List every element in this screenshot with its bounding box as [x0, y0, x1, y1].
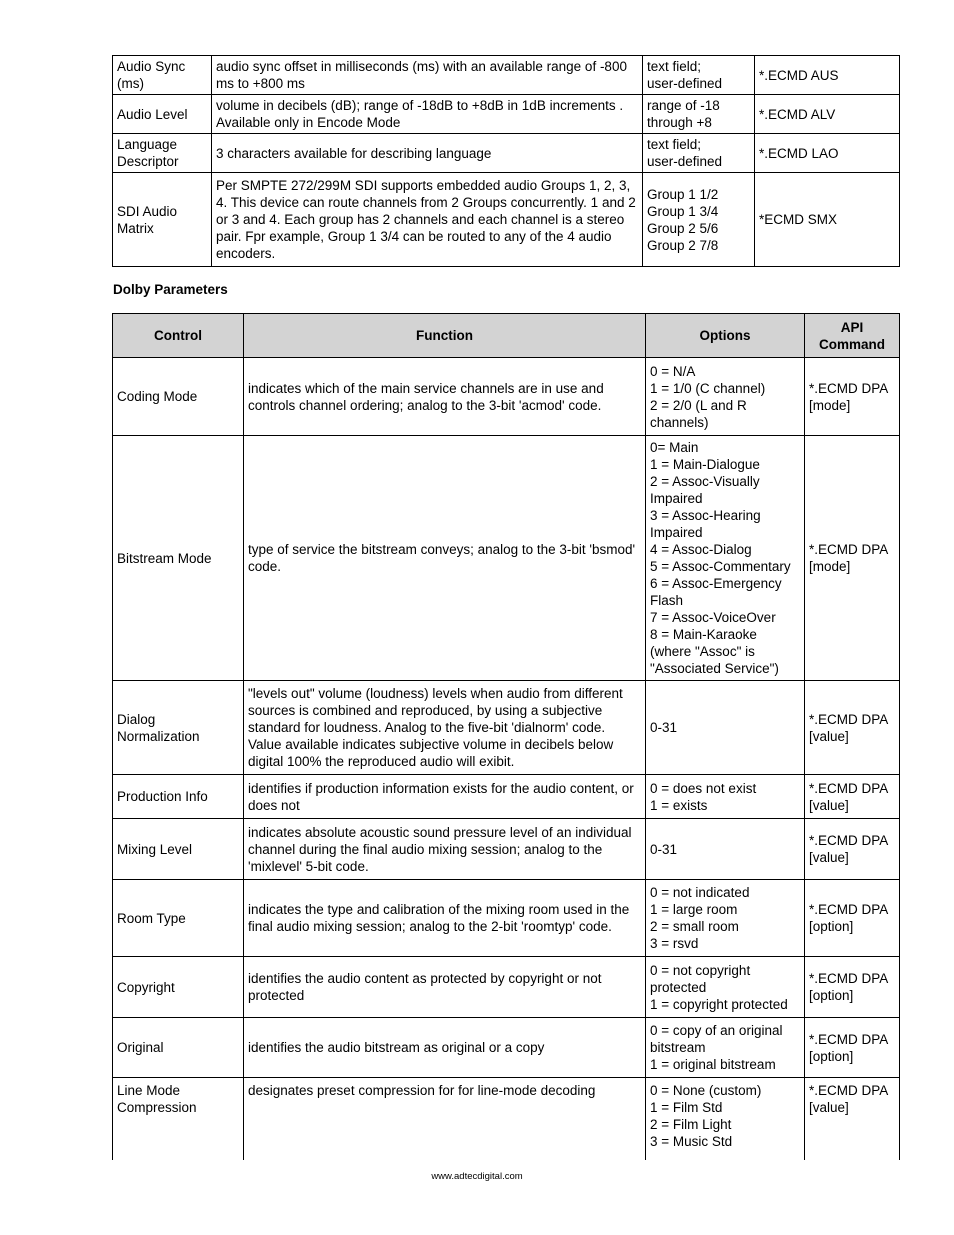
- control-cell: Production Info: [113, 775, 244, 819]
- api-command-cell: *.ECMD DPA [option]: [805, 880, 900, 957]
- api-command-cell: *.ECMD LAO: [755, 134, 900, 173]
- option-line: user-defined: [647, 154, 723, 169]
- control-cell: SDI Audio Matrix: [113, 173, 212, 267]
- table-row: [113, 819, 900, 880]
- header-api-command: API Command: [805, 314, 900, 358]
- control-cell: Audio Level: [113, 95, 212, 134]
- options-cell: [646, 819, 805, 880]
- api-command-cell: *.ECMD AUS: [755, 56, 900, 95]
- api-command-cell: *ECMD SMX: [755, 173, 900, 267]
- function-cell: type of service the bitstream conveys; analog to the 3-bit 'bsmod' code.: [244, 436, 646, 681]
- option-line: 0 = not copyright protected: [650, 962, 751, 995]
- options-cell: [643, 95, 755, 134]
- option-line: Group 1 3/4: [647, 203, 719, 219]
- control-cell: Coding Mode: [113, 358, 244, 436]
- table-header-row: [113, 314, 900, 358]
- option-line: 0 = N/A: [650, 363, 696, 379]
- function-cell: indicates the type and calibration of the mixing room used in the final audio mixing session; analog to the 2-bit 'roomtyp' code.: [244, 880, 646, 957]
- api-command-cell: *.ECMD DPA [option]: [805, 1018, 900, 1078]
- option-line: text field;: [647, 137, 702, 152]
- options-cell: [643, 56, 755, 95]
- option-line: Group 1 1/2: [647, 186, 719, 202]
- options-cell: [646, 775, 805, 819]
- function-cell: volume in decibels (dB); range of -18dB to +8dB in 1dB increments . Available only in Encode Mode: [212, 95, 643, 134]
- api-command-cell: *.ECMD DPA [value]: [805, 775, 900, 819]
- option-line: 3 = Assoc-Hearing Impaired: [650, 508, 761, 540]
- control-cell: Bitstream Mode: [113, 436, 244, 681]
- options-cell: [646, 1018, 805, 1078]
- options-cell: [646, 436, 805, 681]
- option-line: 3 = Music Std: [650, 1134, 733, 1149]
- control-cell: Copyright: [113, 957, 244, 1018]
- option-line: range of -18: [647, 98, 720, 113]
- table-row: [113, 957, 900, 1018]
- api-command-cell: *.ECMD DPA [option]: [805, 957, 900, 1018]
- function-cell: Per SMPTE 272/299M SDI supports embedded audio Groups 1, 2, 3, 4. This device can route channels from 2 Groups concurrently. 1 and 2 or 3 and 4. Each group has 2 channels and each channel is a stereo pair. Fpr example, Group 1 3/4 can be routed to any of the 4 audio encoders.: [212, 173, 643, 267]
- option-line: (where "Assoc" is "Associated Service"): [650, 644, 779, 676]
- options-cell: [646, 957, 805, 1018]
- table-row: [113, 56, 900, 95]
- header-function: Function: [244, 314, 646, 358]
- table-row: [113, 775, 900, 819]
- option-line: 1 = copyright protected: [650, 996, 788, 1012]
- function-cell: 3 characters available for describing language: [212, 134, 643, 173]
- option-line: 5 = Assoc-Commentary: [650, 559, 791, 574]
- option-line: 7 = Assoc-VoiceOver: [650, 610, 776, 625]
- table-row: [113, 1018, 900, 1078]
- option-line: 2 = Assoc-Visually Impaired: [650, 474, 760, 506]
- table-row: [113, 358, 900, 436]
- option-line: 2 = 2/0 (L and R channels): [650, 397, 747, 430]
- option-line: 1 = Main-Dialogue: [650, 457, 760, 472]
- function-cell: indicates which of the main service channels are in use and controls channel ordering; analog to the 3-bit 'acmod' code.: [244, 358, 646, 436]
- option-line: 1 = exists: [650, 797, 708, 813]
- api-command-cell: *.ECMD DPA [value]: [805, 681, 900, 775]
- table-row: [113, 134, 900, 173]
- audio-parameters-table: [112, 55, 900, 267]
- control-cell: Language Descriptor: [113, 134, 212, 173]
- options-cell: [646, 880, 805, 957]
- options-cell: [646, 358, 805, 436]
- option-line: 6 = Assoc-Emergency Flash: [650, 576, 782, 608]
- table-row: [113, 95, 900, 134]
- option-line: Group 2 7/8: [647, 237, 719, 253]
- control-cell: Mixing Level: [113, 819, 244, 880]
- options-cell: [646, 1078, 805, 1160]
- api-command-cell: *.ECMD DPA [value]: [805, 819, 900, 880]
- footer-url: www.adtecdigital.com: [431, 1171, 523, 1182]
- header-control: Control: [113, 314, 244, 358]
- function-cell: identifies if production information exists for the audio content, or does not: [244, 775, 646, 819]
- options-cell: [643, 134, 755, 173]
- function-cell: identifies the audio content as protected by copyright or not protected: [244, 957, 646, 1018]
- header-options: Options: [646, 314, 805, 358]
- function-cell: indicates absolute acoustic sound pressure level of an individual channel during the final audio mixing session; analog to the 'mixlevel' 5-bit code.: [244, 819, 646, 880]
- option-line: 1 = 1/0 (C channel): [650, 380, 766, 396]
- api-command-cell: *.ECMD DPA [value]: [805, 1078, 900, 1160]
- table-row: [113, 436, 900, 681]
- option-line: 0 = None (custom): [650, 1083, 762, 1098]
- option-line: 3 = rsvd: [650, 936, 699, 951]
- options-cell: [646, 681, 805, 775]
- option-line: 0-31: [650, 720, 678, 735]
- table-row: [113, 880, 900, 957]
- dolby-parameters-table: [112, 313, 900, 1160]
- option-line: 0= Main: [650, 440, 699, 455]
- option-line: 2 = small room: [650, 919, 739, 934]
- function-cell: identifies the audio bitstream as original or a copy: [244, 1018, 646, 1078]
- api-command-cell: *.ECMD DPA [mode]: [805, 358, 900, 436]
- audio-table-body: [113, 56, 900, 267]
- option-line: 0 = does not exist: [650, 780, 757, 796]
- api-command-cell: *.ECMD ALV: [755, 95, 900, 134]
- option-line: through +8: [647, 115, 712, 130]
- function-cell: designates preset compression for for line-mode decoding: [244, 1078, 646, 1160]
- section-title: Dolby Parameters: [113, 282, 228, 297]
- dolby-table-body: [113, 358, 900, 1160]
- option-line: 0 = copy of an original bitstream: [650, 1023, 783, 1055]
- option-line: 0 = not indicated: [650, 885, 750, 900]
- option-line: text field;: [647, 59, 702, 74]
- control-cell: Dialog Normalization: [113, 681, 244, 775]
- control-cell: Room Type: [113, 880, 244, 957]
- option-line: 0-31: [650, 841, 678, 857]
- table-row: [113, 173, 900, 267]
- options-cell: [643, 173, 755, 267]
- api-command-cell: *.ECMD DPA [mode]: [805, 436, 900, 681]
- option-line: 2 = Film Light: [650, 1117, 732, 1132]
- option-line: 1 = large room: [650, 902, 738, 917]
- function-cell: "levels out" volume (loudness) levels when audio from different sources is combined and reproduced, by using a subjective standard for loudness. Analog to the five-bit 'dialnorm' code. Value available indicates subjective volume in decibels below digital 100% the reproduced audio will exibit.: [244, 681, 646, 775]
- option-line: 4 = Assoc-Dialog: [650, 542, 752, 557]
- option-line: user-defined: [647, 76, 723, 91]
- control-cell: Original: [113, 1018, 244, 1078]
- control-cell: Line Mode Compression: [113, 1078, 244, 1160]
- table-row: [113, 681, 900, 775]
- option-line: 1 = Film Std: [650, 1100, 723, 1115]
- option-line: Group 2 5/6: [647, 220, 719, 236]
- control-cell: Audio Sync (ms): [113, 56, 212, 95]
- table-row: [113, 1078, 900, 1160]
- function-cell: audio sync offset in milliseconds (ms) with an available range of -800 ms to +800 ms: [212, 56, 643, 95]
- option-line: 8 = Main-Karaoke: [650, 627, 757, 642]
- option-line: 1 = original bitstream: [650, 1057, 776, 1072]
